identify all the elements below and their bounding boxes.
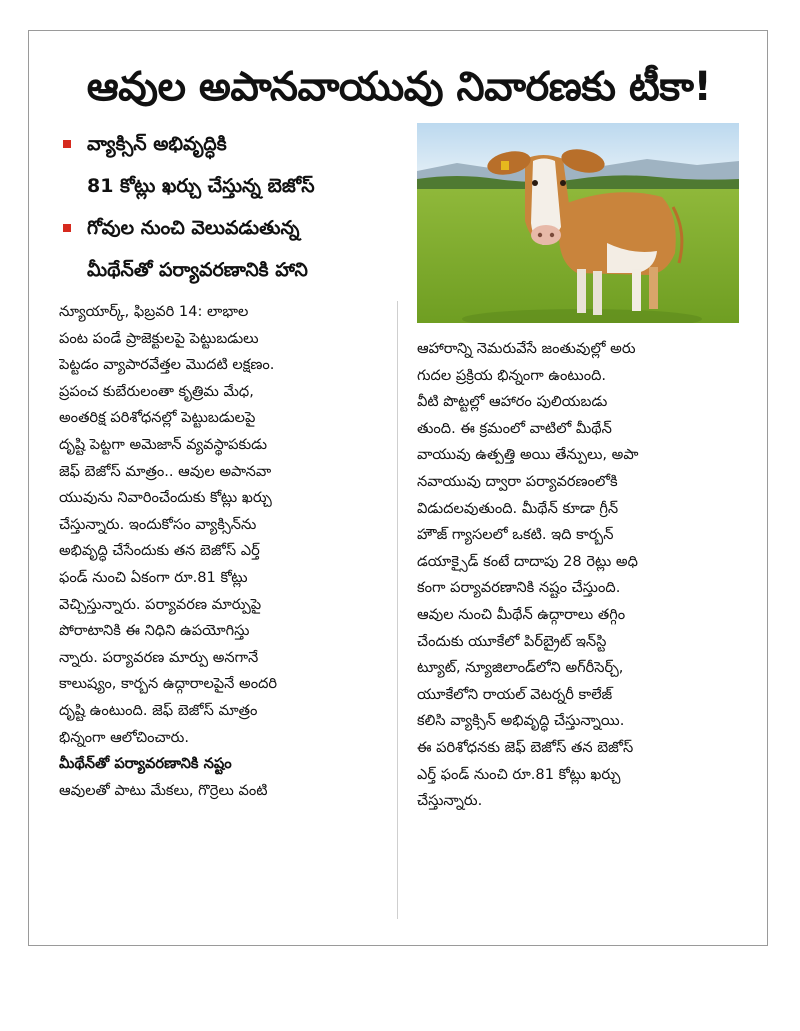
subheading-2-line1: గోవుల నుంచి వెలువడుతున్న [87,217,300,239]
subheading-1 [51,123,411,207]
right-line: కంగా పర్యావరణానికి నష్టం చేస్తుంది. [417,579,621,597]
right-column [417,336,739,815]
left-line: దృష్టి ఉంటుంది. జెఫ్ బెజోస్ మాత్రం [59,701,258,719]
right-line: ఈ పరిశోధనకు జెఫ్ బెజోస్ తన బెజోస్ [417,738,634,756]
cow-photo [417,123,739,323]
right-line: తుంది. ఈ క్రమంలో వాటిలో మీథేన్ [417,419,612,437]
left-line: ఫండ్ నుంచి ఏకంగా రూ.81 కోట్లు [59,568,248,586]
article-headline: ఆవుల అపానవాయువు నివారణకు టీకా! [86,64,712,110]
right-line: కలిసి వ్యాక్సిన్ అభివృద్ధి చేస్తున్నాయి. [417,712,625,730]
left-line: చేస్తున్నారు. ఇందుకోసం వ్యాక్సిన్‌ను [59,515,257,533]
right-line: విడుదలవుతుంది. మీథేన్ కూడా గ్రీన్ [417,499,619,517]
left-line: పంట పండే ప్రాజెక్టులపై పెట్టుబడులు [59,329,259,347]
right-line: హౌజ్ గ్యాసలలో ఒకటి. ఇది కార్బన్ [417,526,614,544]
right-line: ఎర్త్ ఫండ్ నుంచి రూ.81 కోట్లు ఖర్చు [417,765,621,783]
column-divider [397,301,398,919]
subheading-2-line2: మీథేన్‌తో పర్యావరణానికి హాని [87,259,308,281]
left-line: దృష్టి పెట్టగా అమెజాన్ వ్యవస్థాపకుడు [59,435,268,453]
right-line: చేస్తున్నారు. [417,792,483,810]
subheading-2 [51,207,411,291]
square-bullet-icon [63,224,71,232]
right-line: చేందుకు యూకేలో పిర్‌బ్రైట్ ఇన్‌స్టి [417,632,607,650]
left-line: వెచ్చిస్తున్నారు. పర్యావరణ మార్పుపై [59,595,262,613]
left-line: న్నారు. పర్యావరణ మార్పు అనగానే [59,648,259,666]
subheadings [51,123,411,291]
cow-photo-icon [417,123,739,323]
right-line: యూకేలోని రాయల్ వెటర్నరీ కాలేజ్ [417,685,613,703]
subheading-1-line2: 81 కోట్లు ఖర్చు చేస్తున్న బెజోస్ [87,175,315,197]
square-bullet-icon [63,140,71,148]
left-line: జెఫ్ బెజోస్ మాత్రం.. ఆవుల అపానవా [59,462,272,480]
newspaper-clipping [28,30,768,946]
right-line: ఆహారాన్ని నెమరువేసే జంతువుల్లో అరు [417,340,636,357]
subheading-1-line1: వ్యాక్సిన్ అభివృద్ధికి [87,133,227,155]
inline-subheading: మీథేన్‌తో పర్యావరణానికి నష్టం [59,755,232,773]
right-line: నవాయువు ద్వారా పర్యావరణంలోకి [417,472,618,490]
left-line: ప్రపంచ కుబేరులంతా కృత్రిమ మేధ, [59,382,254,400]
left-line: ఆవులతో పాటు మేకలు, గొర్రెలు వంటి [59,781,268,799]
right-line: వాయువు ఉత్పత్తి అయి తేన్పులు, అపా [417,446,639,464]
left-line: అభివృద్ధి చేసేందుకు తన బెజోస్ ఎర్త్ [59,542,260,560]
right-line: డయాక్సైడ్ కంటే దాదాపు 28 రెట్లు అధి [417,552,638,570]
left-line: యువును నివారించేందుకు కోట్లు ఖర్చు [59,489,272,507]
left-line: పెట్టడం వ్యాపారవేత్తల మొదటి లక్షణం. [59,356,275,374]
right-line: ఆవుల నుంచి మీథేన్ ఉద్గారాలు తగ్గిం [417,605,626,623]
left-line: న్యూయార్క్, ఫిబ్రవరి 14: లాభాల [59,303,249,320]
left-line: అంతరిక్ష పరిశోధనల్లో పెట్టుబడులపై [59,409,256,427]
right-line: వీటి పొట్టల్లో ఆహారం పులియబడు [417,393,608,411]
right-line: ట్యూట్, న్యూజిలాండ్‌లోని అగ్‌రీసెర్చ్, [417,659,624,677]
left-line: పోరాటానికి ఈ నిధిని ఉపయోగిస్తు [59,622,250,640]
left-line: భిన్నంగా ఆలోచించారు. [59,728,189,746]
left-column [59,299,387,804]
left-line: కాలుష్యం, కార్బన ఉద్గారాలపైనే అందరి [59,675,278,693]
right-line: గుదల ప్రక్రియ భిన్నంగా ఉంటుంది. [417,366,607,384]
